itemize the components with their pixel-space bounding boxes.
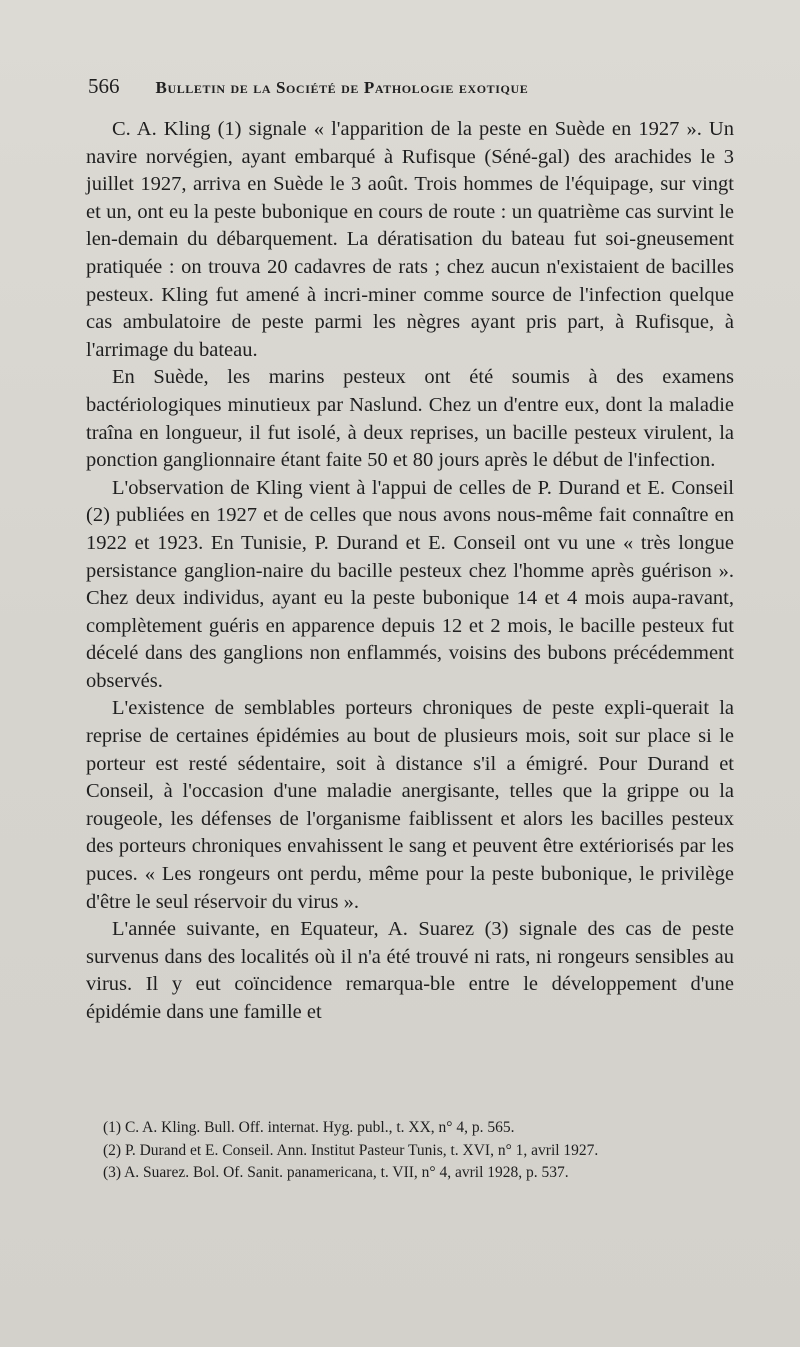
paragraph-5: L'année suivante, en Equateur, A. Suarez (3) signale des cas de peste survenus dans des localités où il n'a été trouvé ni rats, ni rongeurs sensibles au virus. Il y eut coïncidence remarqua-ble entre le développement d'une épidémie dans une famille et	[86, 918, 734, 1023]
paragraph-1: C. A. Kling (1) signale « l'apparition de la peste en Suède en 1927 ». Un navire norvégien, ayant embarqué à Rufisque (Séné-gal) des arachides le 3 juillet 1927, arriva en Suède le 3 août. Trois hommes de l'équipage, sur vingt et un, ont eu la peste bubonique en cours de route : un quatrième cas survint le len-demain du débarquement. La dératisation du bateau fut soi-gneusement pratiquée : on trouva 20 cadavres de rats ; chez aucun n'existaient de bacilles pesteux. Kling fut amené à incri-miner comme source de l'infection quelque cas ambulatoire de peste parmi les nègres ayant pris part, à Rufisque, à l'arrimage du bateau.	[86, 118, 734, 361]
page-header	[88, 74, 738, 99]
paragraph-2: En Suède, les marins pesteux ont été soumis à des examens bactériologiques minutieux par Naslund. Chez un d'entre eux, dont la maladie traîna en longueur, il fut isolé, à deux reprises, un bacille pesteux virulent, la ponction ganglionnaire étant faite 50 et 80 jours après le début de l'infection.	[86, 366, 734, 472]
footnote-3: (3) A. Suarez. Bol. Of. Sanit. panamericana, t. VII, n° 4, avril 1928, p. 537.	[103, 1164, 569, 1181]
footnote-2: (2) P. Durand et E. Conseil. Ann. Institut Pasteur Tunis, t. XVI, n° 1, avril 1927.	[103, 1141, 599, 1159]
paragraph-3: L'observation de Kling vient à l'appui de celles de P. Durand et E. Conseil (2) publiées en 1927 et de celles que nous avons nous-même fait connaître en 1922 et 1923. En Tunisie, P. Durand et E. Conseil ont vu une « très longue persistance ganglion-naire du bacille pesteux chez l'homme après guérison ». Chez deux individus, ayant eu la peste bubonique 14 et 4 mois aupa-ravant, complètement guéris en apparence depuis 12 et 2 mois, le bacille pesteux fut décelé dans des ganglions non enflammés, voisins des bubons précédemment observés.	[86, 476, 734, 692]
footnote-1: (1) C. A. Kling. Bull. Off. internat. Hyg. publ., t. XX, n° 4, p. 565.	[103, 1119, 515, 1136]
paragraph-4: L'existence de semblables porteurs chroniques de peste expli-querait la reprise de certaines épidémies au bout de plusieurs mois, soit sur place si le porteur est resté sédentaire, soit à distance s'il a émigré. Pour Durand et Conseil, à l'occasion d'une maladie anergisante, telles que la grippe ou la rougeole, les défenses de l'organisme faiblissent et alors les bacilles pesteux des porteurs chroniques envahissent le sang et peuvent être extériorisés par les puces. « Les rongeurs ont perdu, même pour la peste bubonique, le privilège d'être le seul réservoir du virus ».	[86, 697, 734, 913]
page-number: 566	[88, 74, 120, 98]
running-title: Bulletin de la Société de Pathologie exotique	[155, 78, 529, 97]
footnotes	[103, 1117, 737, 1185]
article-body	[86, 116, 734, 1027]
